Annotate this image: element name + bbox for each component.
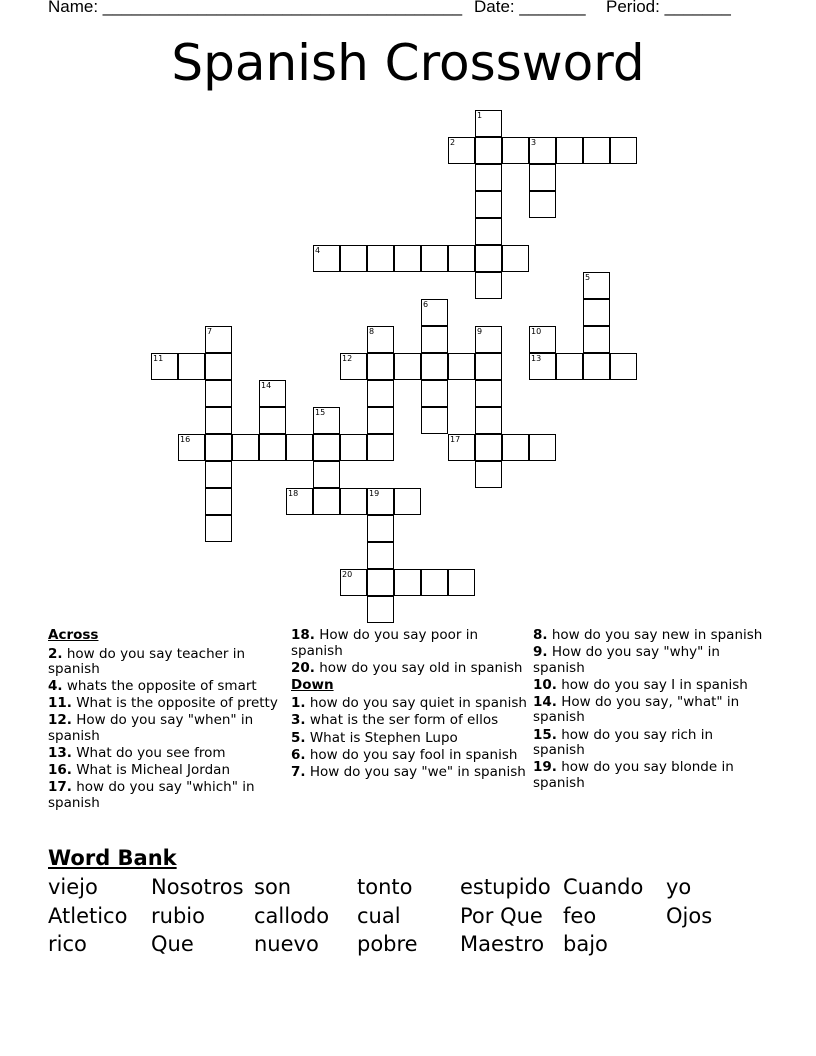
crossword-cell[interactable] — [367, 380, 394, 407]
crossword-cell[interactable] — [205, 515, 232, 542]
clue-text: how do you say old in spanish — [314, 659, 523, 676]
clue-text: What is Micheal Jordan — [71, 762, 230, 779]
crossword-cell[interactable] — [367, 245, 394, 272]
clue-text: How do you say "we" in spanish — [305, 763, 526, 780]
clue-number: 1. — [291, 695, 306, 712]
crossword-cell[interactable] — [448, 569, 475, 596]
crossword-cell[interactable] — [475, 434, 502, 461]
clue-text: how do you say quiet in spanish — [305, 695, 527, 712]
clue-number: 13. — [48, 745, 72, 762]
word-bank-item: estupido — [460, 875, 551, 899]
crossword-cell[interactable] — [448, 434, 475, 461]
clue-number: 14. — [533, 693, 557, 710]
clue-text: how do you say fool in spanish — [305, 746, 518, 763]
crossword-cell[interactable] — [178, 434, 205, 461]
cell-number: 4 — [315, 246, 321, 255]
cell-number: 14 — [261, 381, 272, 390]
crossword-cell[interactable] — [367, 407, 394, 434]
word-bank-item: Maestro — [460, 932, 545, 957]
cell-number: 2 — [450, 138, 456, 147]
clue-text: What do you see from — [71, 745, 226, 762]
clue-number: 7. — [291, 763, 306, 780]
clue-text: How do you say poor in spanish — [291, 627, 478, 659]
word-bank-item: tonto — [357, 875, 413, 899]
across-clue — [48, 679, 284, 695]
crossword-cell[interactable] — [313, 245, 340, 272]
crossword-cell[interactable] — [529, 164, 556, 191]
down-clue — [533, 728, 769, 759]
clue-text: How do you say, "what" in spanish — [533, 693, 740, 726]
crossword-cell[interactable] — [205, 380, 232, 407]
across-clue — [291, 628, 527, 659]
word-bank-item: Atletico — [48, 903, 128, 928]
clue-number: 4. — [48, 678, 63, 695]
cell-number: 6 — [423, 300, 429, 309]
across-clue — [48, 647, 284, 678]
page-title: Spanish Crossword — [171, 34, 645, 92]
crossword-cell[interactable] — [286, 434, 313, 461]
clue-text: how do you say rich in spanish — [533, 726, 714, 759]
across-clue — [291, 661, 527, 677]
down-clue — [291, 765, 527, 781]
crossword-cell[interactable] — [529, 434, 556, 461]
crossword-cell[interactable] — [205, 353, 232, 380]
crossword-cell[interactable] — [313, 434, 340, 461]
crossword-cell[interactable] — [583, 326, 610, 353]
clue-number: 15. — [533, 726, 557, 743]
clue-number: 18. — [291, 627, 315, 643]
clue-text: what is the ser form of ellos — [305, 712, 499, 729]
word-bank-item: rubio — [151, 903, 205, 928]
clue-number: 2. — [48, 645, 63, 662]
crossword-cell[interactable] — [367, 488, 394, 515]
crossword-cell[interactable] — [340, 569, 367, 596]
clue-column-1 — [48, 628, 284, 813]
clue-number: 3. — [291, 712, 306, 729]
word-bank-item: Ojos — [666, 903, 713, 928]
crossword-cell[interactable] — [475, 380, 502, 407]
cell-number: 3 — [531, 138, 537, 147]
down-clue — [291, 748, 527, 764]
crossword-cell[interactable] — [583, 353, 610, 380]
name-field[interactable]: Name: ______________________________________ — [48, 0, 463, 16]
crossword-cell[interactable] — [502, 245, 529, 272]
word-bank-item: callodo — [254, 903, 330, 928]
period-field[interactable]: Period: _______ — [606, 0, 731, 16]
crossword-cell[interactable] — [340, 353, 367, 380]
down-heading: Down — [291, 676, 334, 693]
down-clue — [533, 695, 769, 726]
clue-text: how do you say new in spanish — [547, 627, 763, 643]
clue-number: 17. — [48, 779, 72, 796]
crossword-cell[interactable] — [340, 245, 367, 272]
across-clue — [48, 780, 284, 811]
cell-number: 9 — [477, 327, 483, 336]
crossword-cell[interactable] — [502, 434, 529, 461]
down-clue — [533, 760, 769, 791]
crossword-cell[interactable] — [556, 353, 583, 380]
clue-number: 9. — [533, 644, 548, 661]
down-clue — [291, 696, 527, 712]
crossword-cell[interactable] — [421, 569, 448, 596]
clue-text: How do you say "why" in spanish — [533, 644, 720, 676]
word-bank-item: Por Que — [460, 903, 543, 928]
crossword-cell[interactable] — [313, 407, 340, 434]
clue-text: how do you say teacher in spanish — [48, 645, 246, 678]
crossword-cell[interactable] — [421, 326, 448, 353]
crossword-cell[interactable] — [421, 353, 448, 380]
crossword-cell[interactable] — [583, 272, 610, 299]
across-clue — [48, 696, 284, 712]
cell-number: 15 — [315, 408, 326, 417]
crossword-cell[interactable] — [529, 137, 556, 164]
cell-number: 1 — [477, 111, 483, 120]
clue-text: How do you say "when" in spanish — [48, 712, 254, 745]
crossword-cell[interactable] — [232, 434, 259, 461]
crossword-cell[interactable] — [421, 245, 448, 272]
clue-number: 12. — [48, 712, 72, 729]
crossword-cell[interactable] — [475, 245, 502, 272]
crossword-cell[interactable] — [151, 353, 178, 380]
word-bank-item: pobre — [357, 932, 418, 957]
clue-text: What is Stephen Lupo — [305, 729, 458, 746]
word-bank-item: Nosotros — [151, 875, 244, 899]
crossword-cell[interactable] — [340, 488, 367, 515]
crossword-cell[interactable] — [205, 407, 232, 434]
crossword-cell[interactable] — [556, 137, 583, 164]
crossword-cell[interactable] — [529, 191, 556, 218]
clue-column-2 — [291, 628, 527, 782]
crossword-cell[interactable] — [367, 326, 394, 353]
crossword-cell[interactable] — [610, 353, 637, 380]
crossword-cell[interactable] — [421, 380, 448, 407]
cell-number: 18 — [288, 489, 299, 498]
cell-number: 19 — [369, 489, 380, 498]
crossword-cell[interactable] — [394, 488, 421, 515]
crossword-cell[interactable] — [205, 461, 232, 488]
crossword-cell[interactable] — [367, 515, 394, 542]
down-clue — [291, 713, 527, 729]
cell-number: 11 — [153, 354, 164, 363]
clue-number: 5. — [291, 729, 306, 746]
across-clue — [48, 713, 284, 744]
crossword-cell[interactable] — [610, 137, 637, 164]
word-bank-item: rico — [48, 932, 87, 957]
crossword-cell[interactable] — [475, 461, 502, 488]
clue-number: 20. — [291, 659, 315, 676]
word-bank-item: bajo — [563, 932, 608, 957]
crossword-cell[interactable] — [448, 353, 475, 380]
crossword-cell[interactable] — [583, 299, 610, 326]
crossword-cell[interactable] — [367, 596, 394, 623]
crossword-cell[interactable] — [448, 137, 475, 164]
crossword-cell[interactable] — [583, 137, 610, 164]
cell-number: 16 — [180, 435, 191, 444]
clue-text: whats the opposite of smart — [62, 678, 257, 695]
crossword-cell[interactable] — [367, 434, 394, 461]
student-info-header — [48, 0, 768, 19]
crossword-cell[interactable] — [394, 353, 421, 380]
clue-text: how do you say blonde in spanish — [533, 759, 734, 791]
crossword-cell[interactable] — [475, 353, 502, 380]
crossword-cell[interactable] — [529, 353, 556, 380]
across-heading: Across — [48, 627, 99, 643]
crossword-cell[interactable] — [259, 407, 286, 434]
crossword-cell[interactable] — [286, 488, 313, 515]
cell-number: 10 — [531, 327, 542, 336]
word-bank-item: viejo — [48, 875, 98, 899]
word-bank — [48, 873, 768, 963]
crossword-cell[interactable] — [529, 326, 556, 353]
clue-number: 10. — [533, 676, 557, 693]
clue-number: 8. — [533, 627, 548, 643]
word-bank-item: yo — [666, 875, 692, 899]
crossword-cell[interactable] — [259, 380, 286, 407]
cell-number: 13 — [531, 354, 542, 363]
crossword-cell[interactable] — [367, 353, 394, 380]
cell-number: 5 — [585, 273, 591, 282]
crossword-cell[interactable] — [313, 488, 340, 515]
cell-number: 12 — [342, 354, 353, 363]
crossword-cell[interactable] — [205, 434, 232, 461]
date-field[interactable]: Date: _______ — [474, 0, 586, 16]
crossword-cell[interactable] — [475, 137, 502, 164]
crossword-cell[interactable] — [475, 407, 502, 434]
crossword-cell[interactable] — [475, 164, 502, 191]
down-clue — [533, 678, 769, 694]
word-bank-title: Word Bank — [48, 846, 177, 870]
crossword-cell[interactable] — [475, 326, 502, 353]
crossword-cell[interactable] — [205, 488, 232, 515]
word-bank-item: Que — [151, 932, 194, 957]
crossword-cell[interactable] — [448, 245, 475, 272]
cell-number: 8 — [369, 327, 375, 336]
word-bank-item: cual — [357, 903, 401, 928]
clue-number: 16. — [48, 762, 72, 779]
across-clue — [48, 746, 284, 762]
crossword-cell[interactable] — [367, 542, 394, 569]
down-clue — [533, 628, 769, 644]
crossword-cell[interactable] — [475, 110, 502, 137]
clue-number: 6. — [291, 746, 306, 763]
word-bank-item: Cuando — [563, 875, 644, 899]
cell-number: 20 — [342, 570, 353, 579]
word-bank-item: son — [254, 875, 292, 899]
crossword-cell[interactable] — [178, 353, 205, 380]
word-bank-item: nuevo — [254, 932, 319, 957]
crossword-cell[interactable] — [205, 326, 232, 353]
down-clue — [533, 645, 769, 676]
clue-column-3 — [533, 628, 769, 793]
crossword-cell[interactable] — [502, 137, 529, 164]
down-clue — [291, 731, 527, 747]
crossword-cell[interactable] — [394, 569, 421, 596]
crossword-cell[interactable] — [421, 299, 448, 326]
crossword-cell[interactable] — [259, 434, 286, 461]
word-bank-item: feo — [563, 903, 597, 928]
crossword-cell[interactable] — [340, 434, 367, 461]
crossword-cell[interactable] — [475, 191, 502, 218]
crossword-cell[interactable] — [367, 569, 394, 596]
cell-number: 7 — [207, 327, 213, 336]
crossword-cell[interactable] — [394, 245, 421, 272]
crossword-cell[interactable] — [475, 272, 502, 299]
clue-number: 11. — [48, 695, 72, 712]
crossword-cell[interactable] — [313, 461, 340, 488]
crossword-cell[interactable] — [421, 407, 448, 434]
across-clue — [48, 763, 284, 779]
clue-text: What is the opposite of pretty — [71, 695, 278, 712]
clue-number: 19. — [533, 759, 557, 776]
clue-text: how do you say I in spanish — [556, 676, 748, 693]
cell-number: 17 — [450, 435, 461, 444]
crossword-cell[interactable] — [475, 218, 502, 245]
clue-text: how do you say "which" in spanish — [48, 779, 255, 811]
